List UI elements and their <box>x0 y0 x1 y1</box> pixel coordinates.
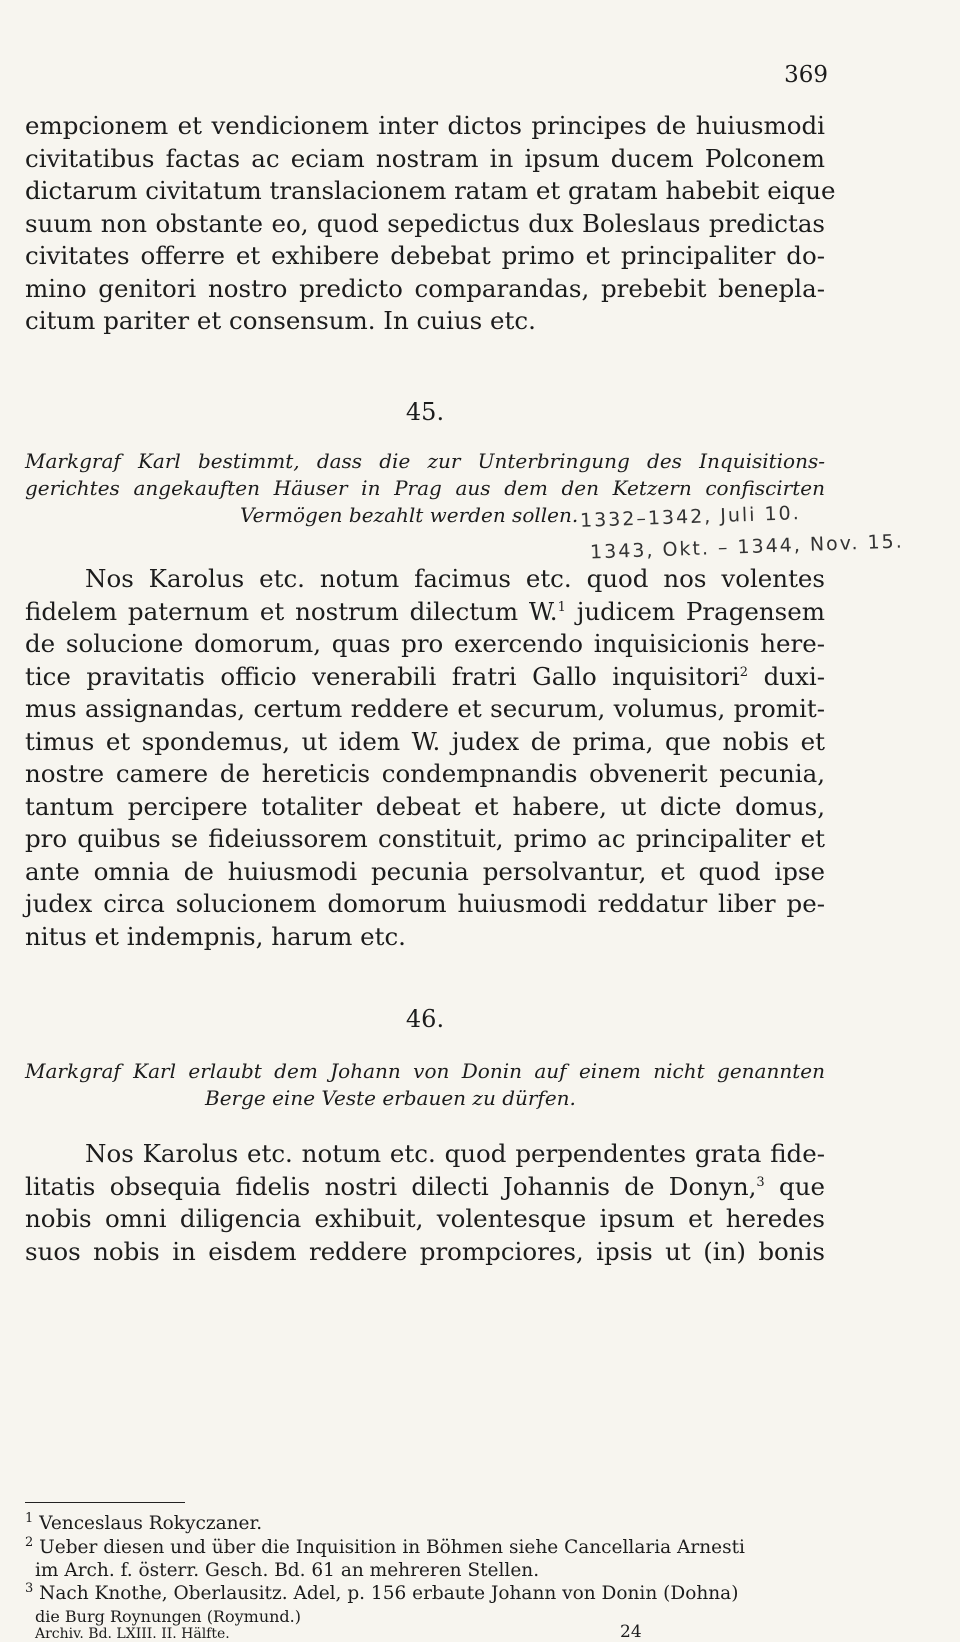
footnote-number: 3 <box>25 1580 34 1596</box>
top-paragraph <box>25 110 836 338</box>
text-line: nobis omni diligencia exhibuit, volentesque ipsum et heredes <box>25 1204 825 1233</box>
section-46-number: 46. <box>405 1005 445 1033</box>
footnote-mark: 3 <box>756 1174 765 1190</box>
text-line: civitatibus factas ac eciam nostram in ipsum ducem Polconem <box>25 143 825 173</box>
footnote-mark: 1 <box>557 599 566 615</box>
footnote-1: $^1$ Venceslaus Rokyczaner. <box>25 1510 263 1534</box>
text-line: Nos Karolus etc. notum facimus etc. quod nos volentes <box>85 564 825 593</box>
text-line: nitus et indempnis, harum etc. <box>25 921 406 951</box>
summary-line: Berge eine Veste erbauen zu dürfen. <box>205 1086 576 1110</box>
text-line: mus assignandas, certum reddere et securum, volumus, promit- <box>25 694 825 723</box>
section-45-number: 45. <box>405 398 445 426</box>
footnote-line: im Arch. f. österr. Gesch. Bd. 61 an mehreren Stellen. <box>35 1560 540 1581</box>
footnote-3-continued: die Burg Roynungen (Roymund.) <box>35 1607 301 1626</box>
section-45-body <box>25 563 825 953</box>
text-line: judex circa solucionem domorum huiusmodi reddatur liber pe- <box>25 889 825 918</box>
text-line: suos nobis in eisdem reddere prompciores, ipsis ut (in) bonis <box>25 1236 825 1266</box>
summary-line: gerichtes angekauften Häuser in Prag aus dem den Ketzern confiscirten <box>25 476 825 500</box>
text-line: nostre camere de hereticis condempnandis obvenerit pecunia, <box>25 759 825 788</box>
page-number: 369 <box>784 62 828 88</box>
text-line: Nos Karolus etc. notum etc. quod perpendentes grata fide- <box>85 1139 825 1168</box>
footnote-number: 2 <box>25 1534 34 1550</box>
handwritten-annotation: 1343, Okt. – 1344, Nov. 15. <box>589 530 905 564</box>
text-line: litatis obsequia fidelis nostri dilecti Johannis de Donyn,$^3$ que <box>25 1171 825 1201</box>
text-line: citum pariter et consensum. In cuius etc. <box>25 306 536 335</box>
text-line: ante omnia de huiusmodi pecunia persolvantur, et quod ipse <box>25 856 825 886</box>
summary-line: Markgraf Karl erlaubt dem Johann von Donin auf einem nicht genannten <box>25 1059 825 1083</box>
text-line: dictarum civitatum translacionem ratam et gratam habebit eique <box>25 176 836 205</box>
footnote-2: $^2$ Ueber diesen und über die Inquisition in Böhmen siehe Cancellaria Arnesti im Arch. f. österr. Gesch. Bd. 61 an mehreren Stellen. <box>25 1536 825 1582</box>
text-line: fidelem paternum et nostrum dilectum W.$^1$ judicem Pragensem <box>25 596 825 626</box>
text-line: tantum percipere totaliter debeat et habere, ut dicte domus, <box>25 791 825 821</box>
summary-line: Markgraf Karl bestimmt, dass die zur Unterbringung des Inquisitions- <box>25 449 825 473</box>
summary-line: Vermögen bezahlt werden sollen. <box>240 503 579 527</box>
text-line: tice pravitatis officio venerabili fratri Gallo inquisitori$^2$ duxi- <box>25 661 825 691</box>
handwritten-annotation: 1332–1342, Juli 10. <box>579 502 802 532</box>
text-line: suum non obstante eo, quod sepedictus dux Boleslaus predictas <box>25 208 825 238</box>
text-line: timus et spondemus, ut idem W. judex de prima, que nobis et <box>25 726 825 756</box>
footnote-divider <box>25 1502 185 1503</box>
text-line: mino genitori nostro predicto comparandas, prebebit benepla- <box>25 273 825 303</box>
section-46-body <box>25 1138 825 1268</box>
section-46-summary <box>25 1058 825 1112</box>
footnote-3: $^3$ Nach Knothe, Oberlausitz. Adel, p. 156 erbaute Johann von Donin (Dohna) <box>25 1580 739 1604</box>
printer-signature: 24 <box>620 1622 642 1642</box>
text-line: de solucione domorum, quas pro exercendo inquisicionis here- <box>25 629 825 658</box>
text-line: empcionem et vendicionem inter dictos principes de huiusmodi <box>25 111 825 140</box>
footnote-number: 1 <box>25 1510 34 1526</box>
footnote-mark: 2 <box>739 664 749 680</box>
text-line: civitates offerre et exhibere debebat primo et principaliter do- <box>25 241 825 270</box>
text-line: pro quibus se fideiussorem constituit, primo ac principaliter et <box>25 824 825 853</box>
footer-archive-reference: Archiv. Bd. LXIII. II. Hälfte. <box>35 1626 230 1642</box>
